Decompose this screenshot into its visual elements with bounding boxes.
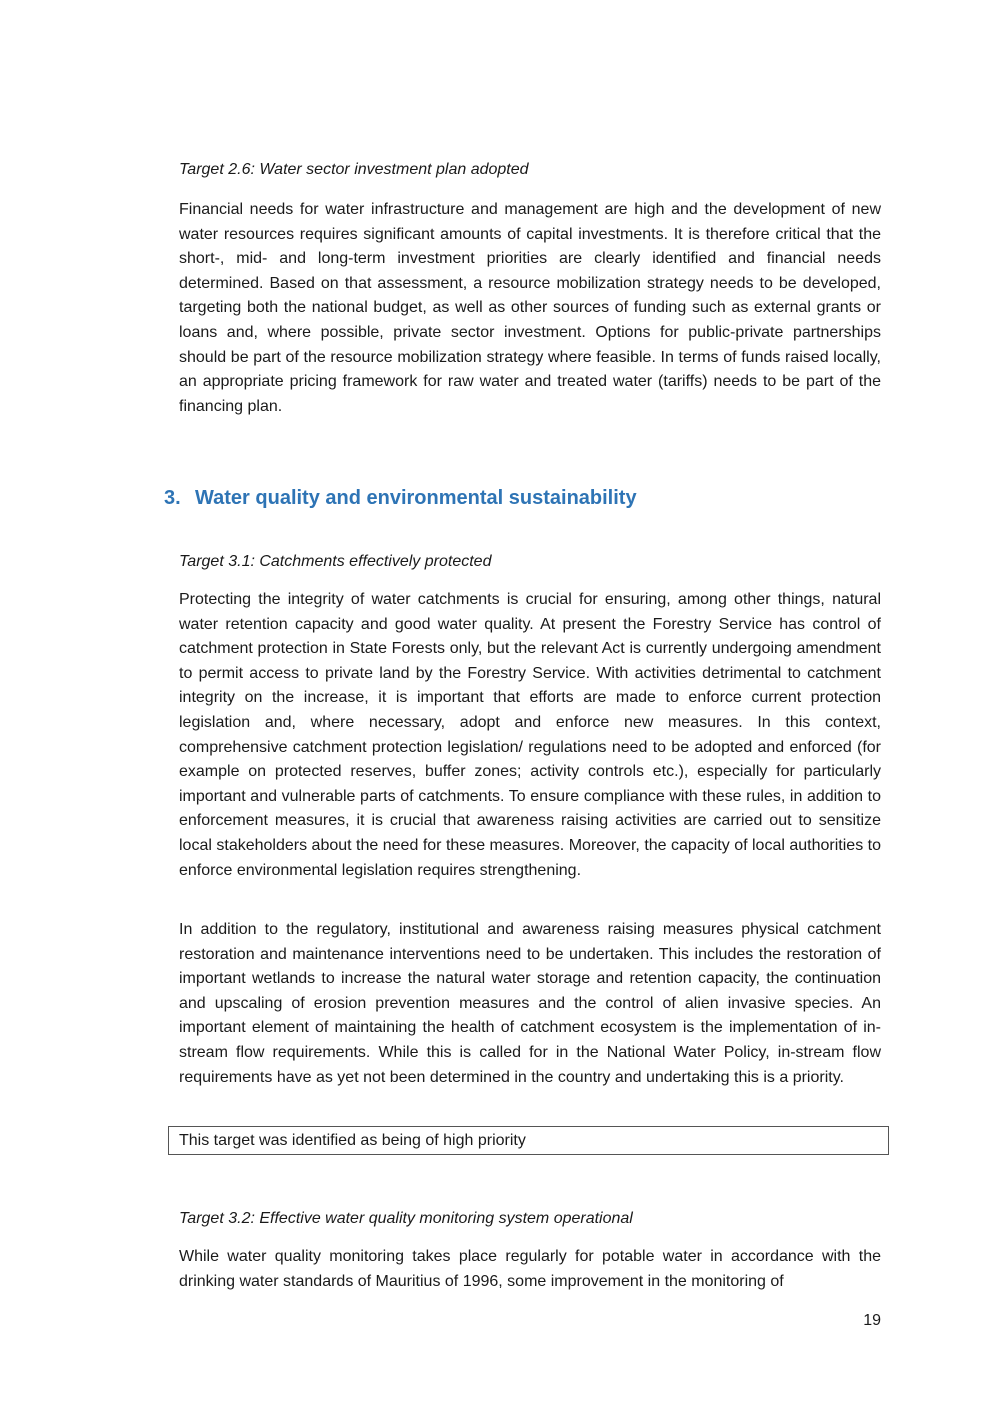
target-2-6-paragraph: Financial needs for water infrastructure and management are high and the development of new water resources requires significant amounts of capital investments. It is therefore critical that the short-, mid- and long-term investment priorities are clearly identified and financial needs determined. Based on that assessment, a resource mobilization strategy needs to be developed, targeting both the national budget, as well as other sources of funding such as external grants or loans and, where possible, private sector investment. Options for public-private partnerships should be part of the resource mobilization strategy where feasible. In terms of funds raised locally, an appropriate pricing framework for raw water and treated water (tariffs) needs to be part of the financing plan.: [179, 201, 881, 415]
section-3-number: 3.: [164, 487, 181, 509]
target-3-1-heading: Target 3.1: Catchments effectively protected: [179, 553, 492, 570]
target-3-1-paragraph-1: Protecting the integrity of water catchments is crucial for ensuring, among other things, natural water retention capacity and good water quality. At present the Forestry Service has control of catchment protection in State Forests only, but the relevant Act is currently undergoing amendment to permit access to private land by the Forestry Service. With activities detrimental to catchment integrity on the increase, it is important that efforts are made to enforce current protection legislation and, where necessary, adopt and enforce new measures. In this context, comprehensive catchment protection legislation/ regulations need to be adopted and enforced (for example on protected reserves, buffer zones; activity controls etc.), especially for particularly important and vulnerable parts of catchments. To ensure compliance with these rules, in addition to enforcement measures, it is crucial that awareness raising activities are carried out to sensitize local stakeholders about the need for these measures. Moreover, the capacity of local authorities to enforce environmental legislation requires strengthening.: [179, 591, 881, 879]
target-3-2-paragraph: While water quality monitoring takes place regularly for potable water in accordance with the drinking water standards of Mauritius of 1996, some improvement in the monitoring of: [179, 1248, 881, 1290]
page-number: 19: [863, 1312, 881, 1329]
section-3-heading: [164, 484, 884, 512]
target-2-6-heading: Target 2.6: Water sector investment plan adopted: [179, 161, 529, 178]
priority-note-text: This target was identified as being of high priority: [179, 1132, 526, 1149]
target-3-2-heading: Target 3.2: Effective water quality monitoring system operational: [179, 1210, 633, 1227]
target-3-1-paragraph-2: In addition to the regulatory, institutional and awareness raising measures physical catchment restoration and maintenance interventions need to be undertaken. This includes the restoration of important wetlands to increase the natural water storage and retention capacity, the continuation and upscaling of erosion prevention measures and the control of alien invasive species. An important element of maintaining the health of catchment ecosystem is the implementation of in-stream flow requirements. While this is called for in the National Water Policy, in-stream flow requirements have as yet not been determined in the country and undertaking this is a priority.: [179, 921, 881, 1086]
priority-note-box: [168, 1126, 889, 1155]
section-3-title: Water quality and environmental sustainability: [195, 487, 637, 509]
